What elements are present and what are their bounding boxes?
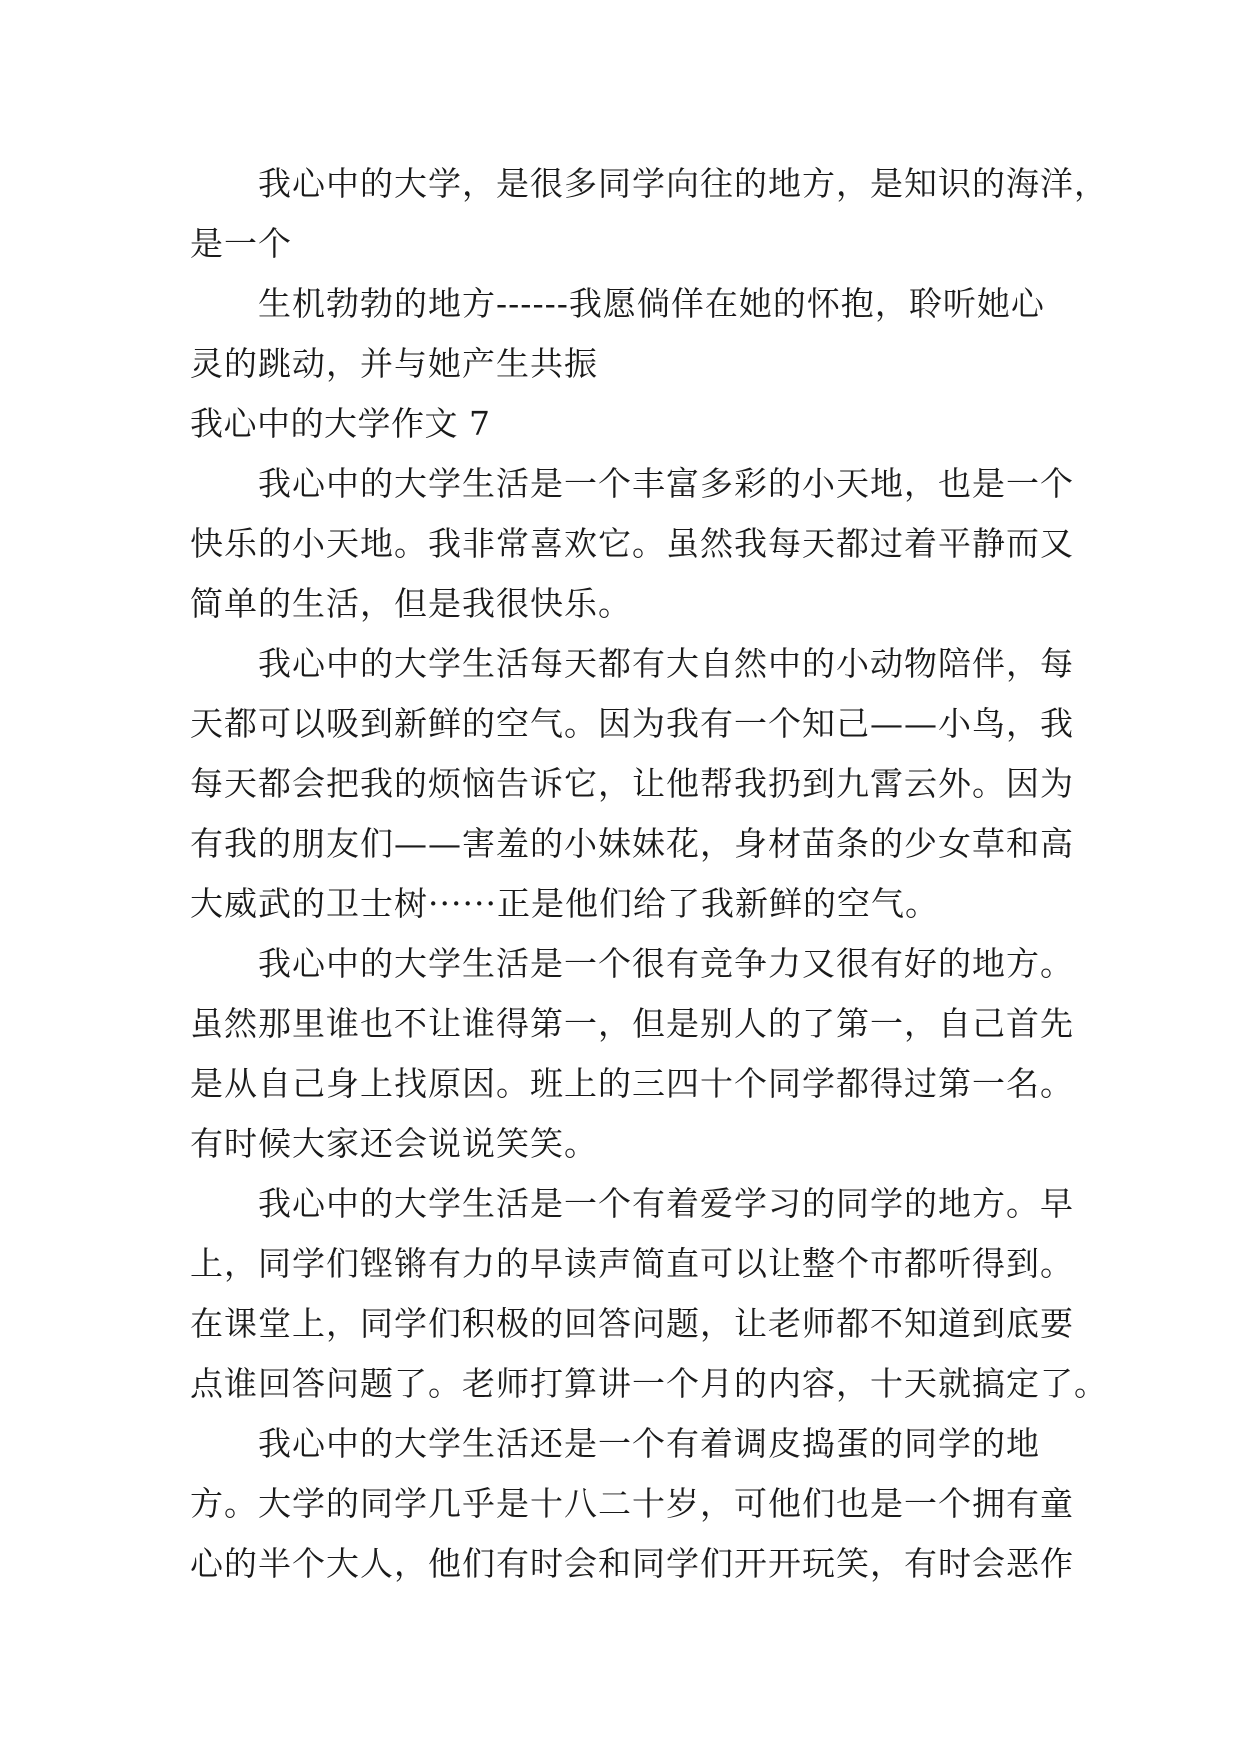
section-heading: 我心中的大学作文 7 <box>190 404 491 443</box>
text-line: 心的半个大人，他们有时会和同学们开开玩笑，有时会恶作 <box>190 1544 1074 1583</box>
text-line: 在课堂上，同学们积极的回答问题，让老师都不知道到底要 <box>190 1304 1074 1343</box>
text-line: 我心中的大学生活是一个很有竞争力又很有好的地方。 <box>258 944 1074 983</box>
text-line: 我心中的大学生活是一个有着爱学习的同学的地方。早 <box>258 1184 1074 1223</box>
text-line: 天都可以吸到新鲜的空气。因为我有一个知己——小鸟，我 <box>190 704 1074 743</box>
text-line: 灵的跳动，并与她产生共振 <box>190 344 598 383</box>
text-line: 有我的朋友们——害羞的小妹妹花，身材苗条的少女草和高 <box>190 824 1074 863</box>
text-line: 每天都会把我的烦恼告诉它，让他帮我扔到九霄云外。因为 <box>190 764 1074 803</box>
text-line: 我心中的大学生活每天都有大自然中的小动物陪伴，每 <box>258 644 1074 683</box>
text-line: 生机勃勃的地方------我愿倘佯在她的怀抱，聆听她心 <box>258 284 1045 323</box>
text-line: 点谁回答问题了。老师打算讲一个月的内容，十天就搞定了。 <box>190 1364 1108 1403</box>
text-line: 我心中的大学生活还是一个有着调皮捣蛋的同学的地 <box>258 1424 1040 1463</box>
text-line: 大威武的卫士树······正是他们给了我新鲜的空气。 <box>190 884 939 923</box>
text-line: 是一个 <box>190 224 292 263</box>
text-line: 我心中的大学生活是一个丰富多彩的小天地，也是一个 <box>258 464 1074 503</box>
text-line: 有时候大家还会说说笑笑。 <box>190 1124 598 1163</box>
text-line: 上，同学们铿锵有力的早读声简直可以让整个市都听得到。 <box>190 1244 1074 1283</box>
text-line: 方。大学的同学几乎是十八二十岁，可他们也是一个拥有童 <box>190 1484 1074 1523</box>
text-line: 快乐的小天地。我非常喜欢它。虽然我每天都过着平静而又 <box>190 524 1074 563</box>
text-line: 我心中的大学，是很多同学向往的地方，是知识的海洋， <box>258 164 1108 203</box>
text-line: 虽然那里谁也不让谁得第一，但是别人的了第一，自己首先 <box>190 1004 1074 1043</box>
text-line: 简单的生活，但是我很快乐。 <box>190 584 632 623</box>
text-line: 是从自己身上找原因。班上的三四十个同学都得过第一名。 <box>190 1064 1074 1103</box>
